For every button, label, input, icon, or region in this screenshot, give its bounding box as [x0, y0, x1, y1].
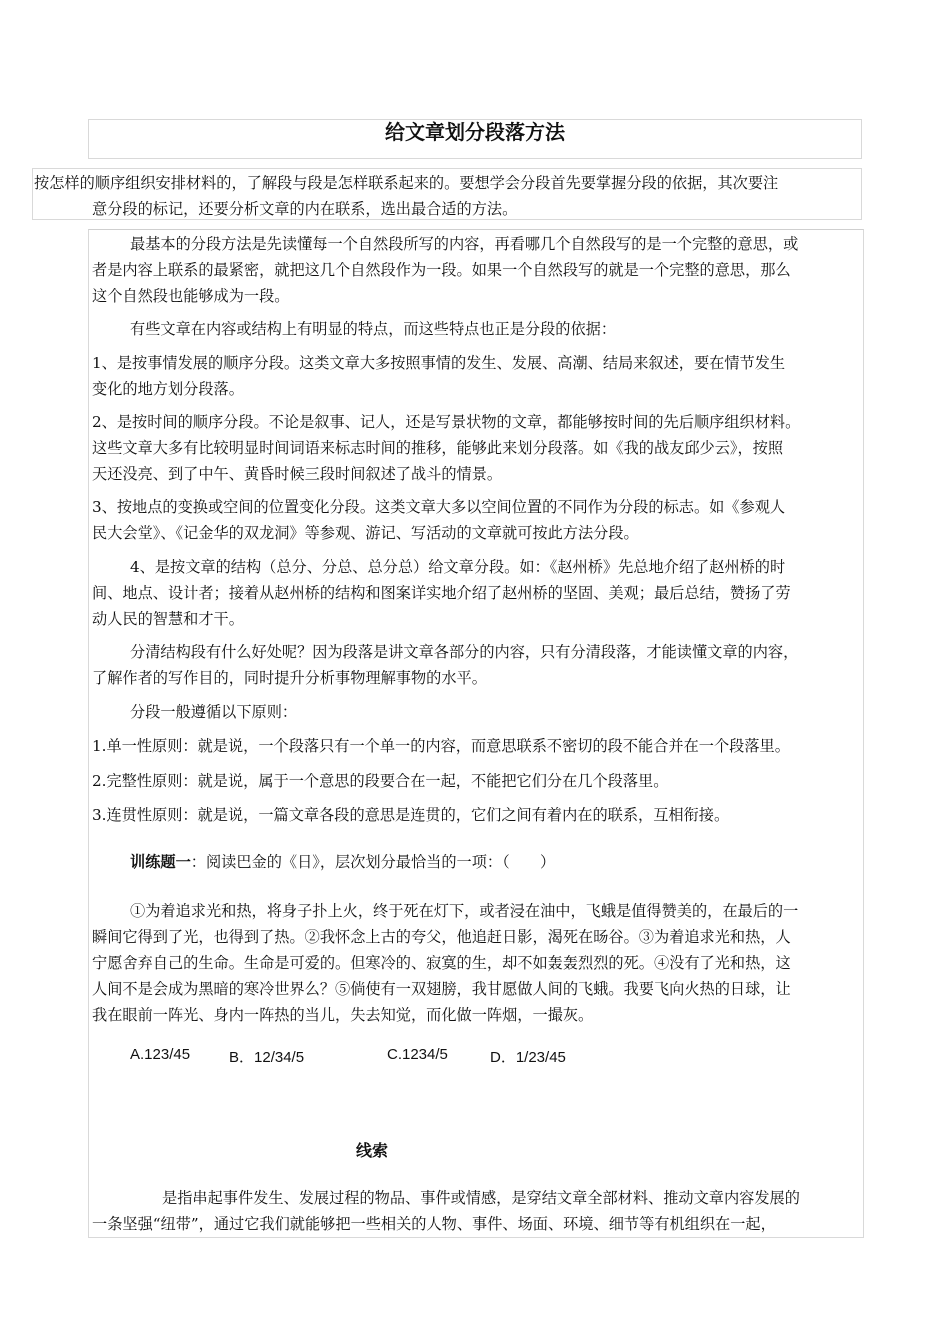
list-item-line: 天还没亮、到了中午、黄昏时候三段时间叙述了战斗的情景。 — [92, 465, 503, 483]
section-heading: 线索 — [356, 1141, 389, 1160]
passage-line: 瞬间它得到了光，也得到了热。②我怀念上古的夸父，他追赶日影，渴死在旸谷。③为着追求光和热，人 — [92, 928, 791, 946]
passage-line: ①为着追求光和热，将身子扑上火，终于死在灯下，或者浸在油中，飞蛾是值得赞美的，在最后的一 — [130, 902, 799, 920]
option-b: B．12/34/5 — [229, 1049, 305, 1066]
exercise-text: ：阅读巴金的《日》，层次划分最恰当的一项：（ ） — [190, 853, 556, 871]
list-item-line: 2、是按时间的顺序分段。不论是叙事、记人，还是写景状物的文章，都能够按时间的先后顺序组织材料。 — [92, 413, 801, 431]
paragraph-line: 分清结构段有什么好处呢？因为段落是讲文章各部分的内容，只有分清段落，才能读懂文章的内容， — [130, 643, 799, 661]
paragraph-line: 这个自然段也能够成为一段。 — [92, 287, 290, 305]
rule-line: 3.连贯性原则：就是说，一篇文章各段的意思是连贯的，它们之间有着内在的联系，互相衔接。 — [92, 806, 730, 824]
option-c: C.1234/5 — [387, 1046, 448, 1063]
rule-line: 2.完整性原则：就是说，属于一个意思的段要合在一起，不能把它们分在几个段落里。 — [92, 772, 669, 790]
list-item-line: 变化的地方划分段落。 — [92, 380, 244, 398]
passage-line: 人间不是会成为黑暗的寒冷世界么？⑤倘使有一双翅膀，我甘愿做人间的飞蛾。我要飞向火热的日球，让 — [92, 980, 791, 998]
paragraph-line: 了解作者的写作目的，同时提升分析事物理解事物的水平。 — [92, 669, 487, 687]
list-item-line: 4、是按文章的结构（总分、分总、总分总）给文章分段。如：《赵州桥》先总地介绍了赵州桥的时 — [130, 558, 786, 576]
list-item-line: 这些文章大多有比较明显时间词语来标志时间的推移，能够此来划分段落。如《我的战友邱少云》，按照 — [92, 439, 784, 457]
list-item-line: 民大会堂》、《记金华的双龙洞》等参观、游记、写活动的文章就可按此方法分段。 — [92, 524, 639, 542]
option-d: D．1/23/45 — [490, 1049, 566, 1066]
passage-line: 宁愿舍弃自己的生命。生命是可爱的。但寒冷的、寂寞的生，却不如轰轰烈烈的死。④没有了光和热，这 — [92, 954, 791, 972]
intro-line: 意分段的标记，还要分析文章的内在联系，选出最合适的方法。 — [92, 200, 518, 218]
intro-line: 按怎样的顺序组织安排材料的，了解段与段是怎样联系起来的。要想学会分段首先要掌握分段的依据，其次要注 — [34, 174, 779, 192]
rule-line: 1.单一性原则：就是说，一个段落只有一个单一的内容，而意思联系不密切的段不能合并在一个段落里。 — [92, 737, 790, 755]
list-item-line: 动人民的智慧和才干。 — [92, 610, 244, 628]
exercise-prompt — [130, 849, 555, 875]
section-text-line: 一条坚强“纽带”，通过它我们就能够把一些相关的人物、事件、场面、环境、细节等有机组织在一起， — [92, 1215, 776, 1233]
section-text-line: 是指串起事件发生、发展过程的物品、事件或情感，是穿结文章全部材料、推动文章内容发展的 — [162, 1189, 800, 1207]
list-item-line: 3、按地点的变换或空间的位置变化分段。这类文章大多以空间位置的不同作为分段的标志。如《参观人 — [92, 498, 786, 516]
list-item-line: 1、是按事情发展的顺序分段。这类文章大多按照事情的发生、发展、高潮、结局来叙述，要在情节发生 — [92, 354, 786, 372]
exercise-label: 训练题一 — [130, 853, 191, 871]
paragraph-line: 分段一般遵循以下原则： — [130, 703, 298, 721]
page-title: 给文章划分段落方法 — [385, 120, 565, 144]
paragraph-line: 最基本的分段方法是先读懂每一个自然段所写的内容，再看哪几个自然段写的是一个完整的意思，或 — [130, 235, 799, 253]
list-item-line: 间、地点、设计者；接着从赵州桥的结构和图案详实地介绍了赵州桥的坚固、美观；最后总结，赞扬了劳 — [92, 584, 791, 602]
paragraph-line: 者是内容上联系的最紧密，就把这几个自然段作为一段。如果一个自然段写的就是一个完整的意思，那么 — [92, 261, 791, 279]
option-a: A.123/45 — [130, 1046, 191, 1063]
paragraph-line: 有些文章在内容或结构上有明显的特点，而这些特点也正是分段的依据： — [130, 320, 616, 338]
passage-line: 我在眼前一阵光、身内一阵热的当儿，失去知觉，而化做一阵烟，一撮灰。 — [92, 1006, 594, 1024]
